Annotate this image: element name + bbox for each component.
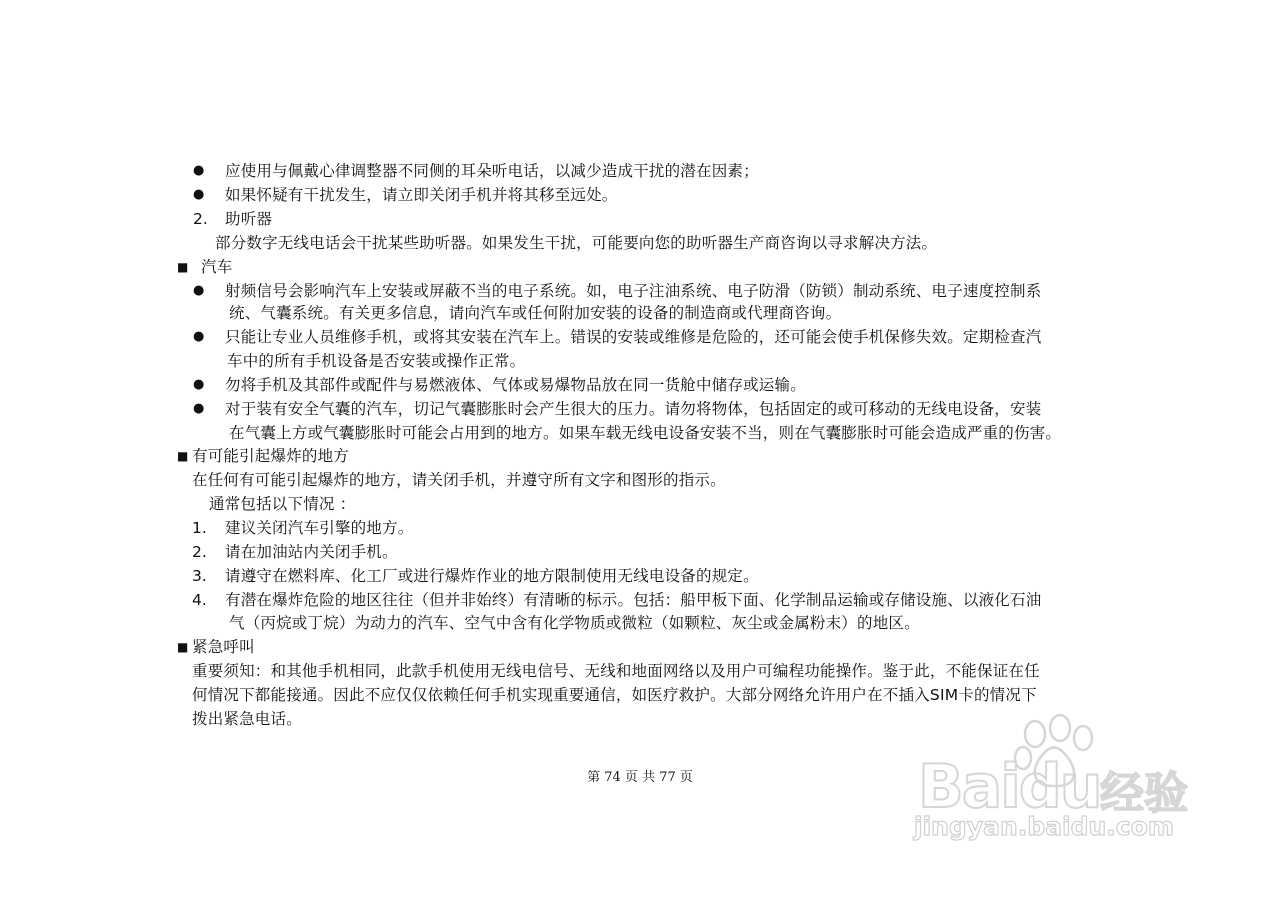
- paragraph-line: 只能让专业人员维修手机，或将其安装在汽车上。错误的安装或维修是危险的，还可能会使手机保修失效。定期检查汽: [225, 328, 1042, 346]
- bullet-icon: ●: [193, 401, 205, 416]
- paragraph-line: 在气囊上方或气囊膨胀时可能会占用到的地方。如果车载无线电设备安装不当，则在气囊膨胀时可能会造成严重的伤害。: [229, 424, 1062, 442]
- bullet-icon: ●: [193, 283, 205, 298]
- square-bullet-icon: ■: [177, 640, 189, 654]
- list-number: 3.: [192, 567, 207, 585]
- section-heading: 紧急呼叫: [192, 638, 255, 656]
- paragraph-line: 应使用与佩戴心律调整器不同侧的耳朵听电话，以减少造成干扰的潜在因素；: [225, 162, 759, 180]
- bullet-icon: ●: [193, 163, 205, 178]
- paragraph-line: 部分数字无线电话会干扰某些助听器。如果发生干扰，可能要向您的助听器生产商咨询以寻求解决方法。: [215, 234, 938, 252]
- paragraph-line: 对于装有安全气囊的汽车，切记气囊膨胀时会产生很大的压力。请勿将物体，包括固定的或可移动的无线电设备，安装: [225, 400, 1042, 418]
- paragraph-line: 射频信号会影响汽车上安装或屏蔽不当的电子系统。如，电子注油系统、电子防滑（防锁）制动系统、电子速度控制系: [225, 282, 1042, 300]
- list-number: 2.: [193, 210, 208, 228]
- paragraph-line: 气（丙烷或丁烷）为动力的汽车、空气中含有化学物质或微粒（如颗粒、灰尘或金属粉末）的地区。: [229, 614, 920, 632]
- paragraph-line: 何情况下都能接通。因此不应仅仅依赖任何手机实现重要通信，如医疗救护。大部分网络允许用户在不插入SIM卡的情况下: [192, 686, 1037, 704]
- paragraph-line: 通常包括以下情况 ：: [209, 495, 356, 513]
- paragraph-line: 统、气囊系统。有关更多信息，请向汽车或任何附加安装的设备的制造商或代理商咨询。: [229, 304, 842, 322]
- bullet-icon: ●: [193, 187, 205, 202]
- watermark-suffix: 经验: [1100, 768, 1188, 819]
- section-heading: 汽车: [201, 258, 233, 276]
- paragraph-line: 拨出紧急电话。: [192, 710, 302, 728]
- paragraph-line: 勿将手机及其部件或配件与易燃液体、气体或易爆物品放在同一货舱中储存或运输。: [225, 376, 806, 394]
- paragraph-line: 车中的所有手机设备是否安装或操作正常。: [227, 352, 526, 370]
- list-item: 请遵守在燃料库、化工厂或进行爆炸作业的地方限制使用无线电设备的规定。: [225, 567, 759, 585]
- watermark-brand: Baidu: [918, 752, 1101, 822]
- page-footer: 第 74 页 共 77 页: [587, 770, 693, 785]
- square-bullet-icon: ■: [177, 260, 189, 274]
- list-item: 有潜在爆炸危险的地区往往（但并非始终）有清晰的标示。包括：船甲板下面、化学制品运输或存储设施、以液化石油: [225, 591, 1042, 609]
- bullet-icon: ●: [193, 329, 205, 344]
- square-bullet-icon: ■: [177, 449, 189, 463]
- list-number: 2.: [192, 543, 207, 561]
- watermark-url: jingyan.baidu.com: [914, 812, 1174, 841]
- list-item: 建议关闭汽车引擎的地方。: [225, 519, 414, 537]
- paragraph-line: 在任何有可能引起爆炸的地方，请关闭手机，并遵守所有文字和图形的指示。: [192, 471, 726, 489]
- list-item: 请在加油站内关闭手机。: [225, 543, 398, 561]
- list-number: 1.: [192, 519, 207, 537]
- list-number: 4.: [192, 591, 207, 609]
- section-heading: 助听器: [225, 210, 273, 228]
- section-heading: 有可能引起爆炸的地方: [192, 447, 350, 465]
- paragraph-line: 如果怀疑有干扰发生，请立即关闭手机并将其移至远处。: [225, 186, 618, 204]
- bullet-icon: ●: [193, 377, 205, 392]
- paragraph-line: 重要须知：和其他手机相同，此款手机使用无线电信号、无线和地面网络以及用户可编程功能操作。鉴于此，不能保证在任: [192, 662, 1040, 680]
